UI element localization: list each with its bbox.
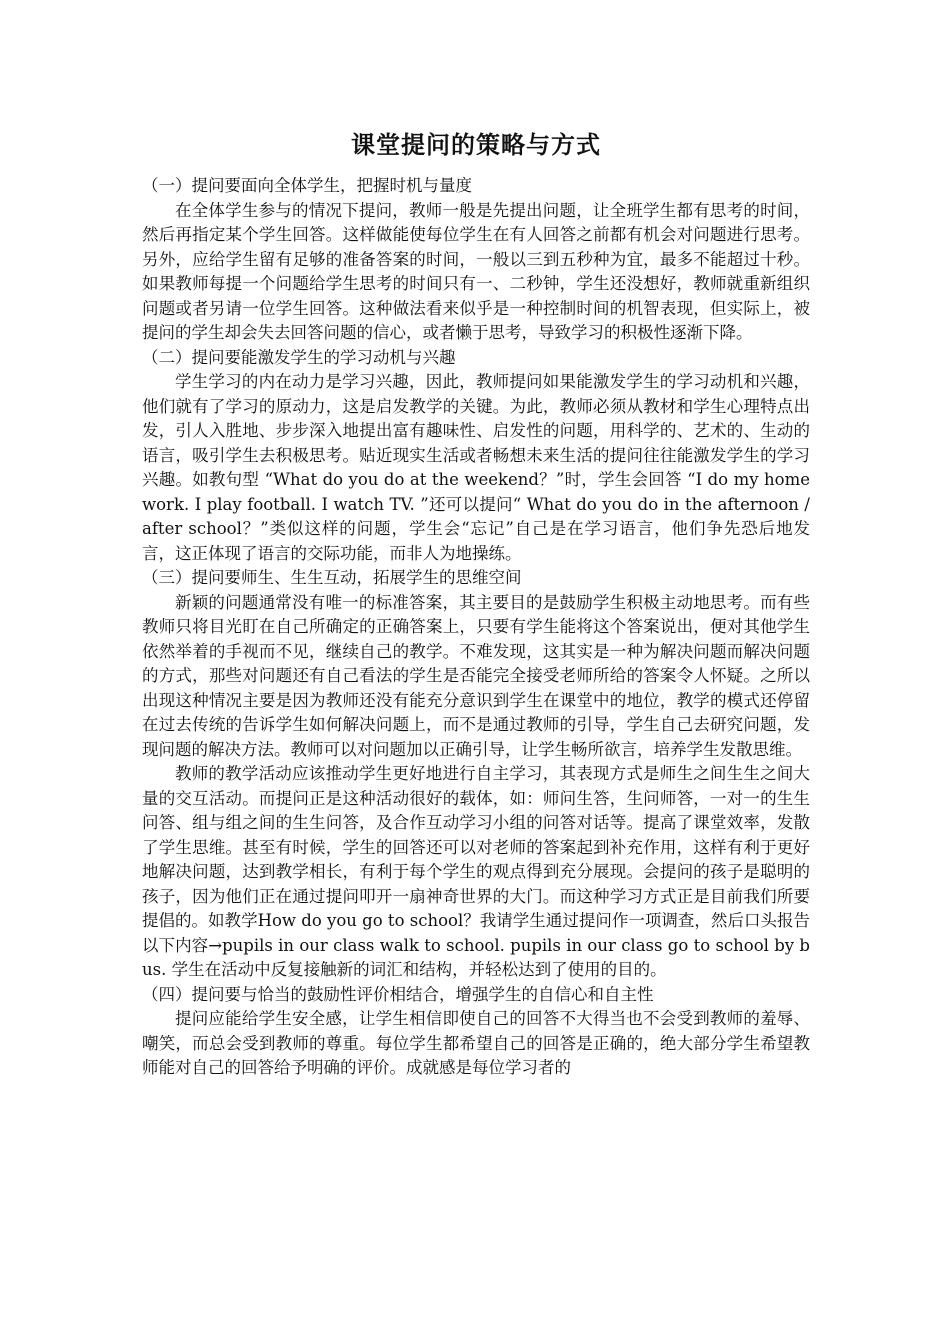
section-1-paragraph-1: 在全体学生参与的情况下提问，教师一般是先提出问题，让全班学生都有思考的时间，然后再指定某个学生回答。这样做能使每位学生在有人回答之前都有机会对问题进行思考。另外，应给学生留有足够的准备答案的时间，一般以三到五秒种为宜，最多不能超过十秒。如果教师每提一个问题给学生思考的时间只有一、二秒钟，学生还没想好，教师就重新组织问题或者另请一位学生回答。这种做法看来似乎是一种控制时间的机智表现，但实际上，被提问的学生却会失去回答问题的信心，或者懒于思考，导致学习的积极性逐渐下降。: [142, 200, 810, 342]
section-heading-1: （一）提问要面向全体学生，把握时机与量度: [142, 176, 472, 195]
page-title: 课堂提问的策略与方式: [351, 131, 601, 159]
section-3-paragraph-1: 新颖的问题通常没有唯一的标准答案，其主要目的是鼓励学生积极主动地思考。而有些教师只将目光盯在自己所确定的正确答案上，只要有学生能将这个答案说出，便对其他学生依然举着的手视而不见，继续自己的教学。不难发现，这其实是一种为解决问题而解决问题的方式，那些对问题还有自己看法的学生是否能完全接受老师所给的答案令人怀疑。之所以出现这种情况主要是因为教师还没有能充分意识到学生在课堂中的地位，教学的模式还停留在过去传统的告诉学生如何解决问题上，而不是通过教师的引导，学生自己去研究问题，发现问题的解决方法。教师可以对问题加以正确引导，让学生畅所欲言，培养学生发散思维。: [142, 592, 810, 759]
section-heading-2: （二）提问要能激发学生的学习动机与兴趣: [142, 347, 456, 367]
section-4-paragraph-1: 提问应能给学生安全感，让学生相信即使自己的回答不大得当也不会受到教师的羞辱、嘲笑，而总会受到教师的尊重。每位学生都希望自己的回答是正确的，绝大部分学生希望教师能对自己的回答给予明确的评价。成就感是每位学习者的: [142, 1009, 810, 1077]
section-2-paragraph-1: 学生学习的内在动力是学习兴趣，因此，教师提问如果能激发学生的学习动机和兴趣，他们就有了学习的原动力，这是启发教学的关键。为此，教师必须从教材和学生心理特点出发，引人入胜地、步步深入地提出富有趣味性、启发性的问题，用科学的、艺术的、生动的语言，吸引学生去积极思考。贴近现实生活或者畅想未来生活的提问往往能激发学生的学习兴趣。如教句型 “What do you do at the weekend？”时，学生会回答 “I do my homework. I play football. I watch TV. ”还可以提问“ What do you do in the afternoon / after school？”类似这样的问题，学生会“忘记”自己是在学习语言，他们争先恐后地发言，这正体现了语言的交际功能，而非人为地操练。: [142, 372, 810, 563]
section-heading-3: （三）提问要师生、生生互动，拓展学生的思维空间: [142, 568, 522, 587]
section-heading-4: （四）提问要与恰当的鼓励性评价相结合，增强学生的自信心和自主性: [142, 984, 654, 1004]
document-page: [142, 128, 810, 1081]
section-3-paragraph-2: 教师的教学活动应该推动学生更好地进行自主学习，其表现方式是师生之间生生之间大量的交互活动。而提问正是这种活动很好的载体，如：师问生答，生问师答，一对一的生生问答、组与组之间的生生问答，及合作互动学习小组的问答对话等。提高了课堂效率，发散了学生思维。甚至有时候，学生的回答还可以对老师的答案起到补充作用，这样有利于更好地解决问题，达到教学相长，有利于每个学生的观点得到充分展现。会提问的孩子是聪明的孩子，因为他们正在通过提问叩开一扇神奇世界的大门。而这种学习方式正是目前我们所要提倡的。如教学How do you go to school？我请学生通过提问作一项调查，然后口头报告以下内容→pupils in our class walk to school. pupils in our class go to school by bus. 学生在活动中反复接触新的词汇和结构，并轻松达到了使用的目的。: [142, 764, 810, 979]
